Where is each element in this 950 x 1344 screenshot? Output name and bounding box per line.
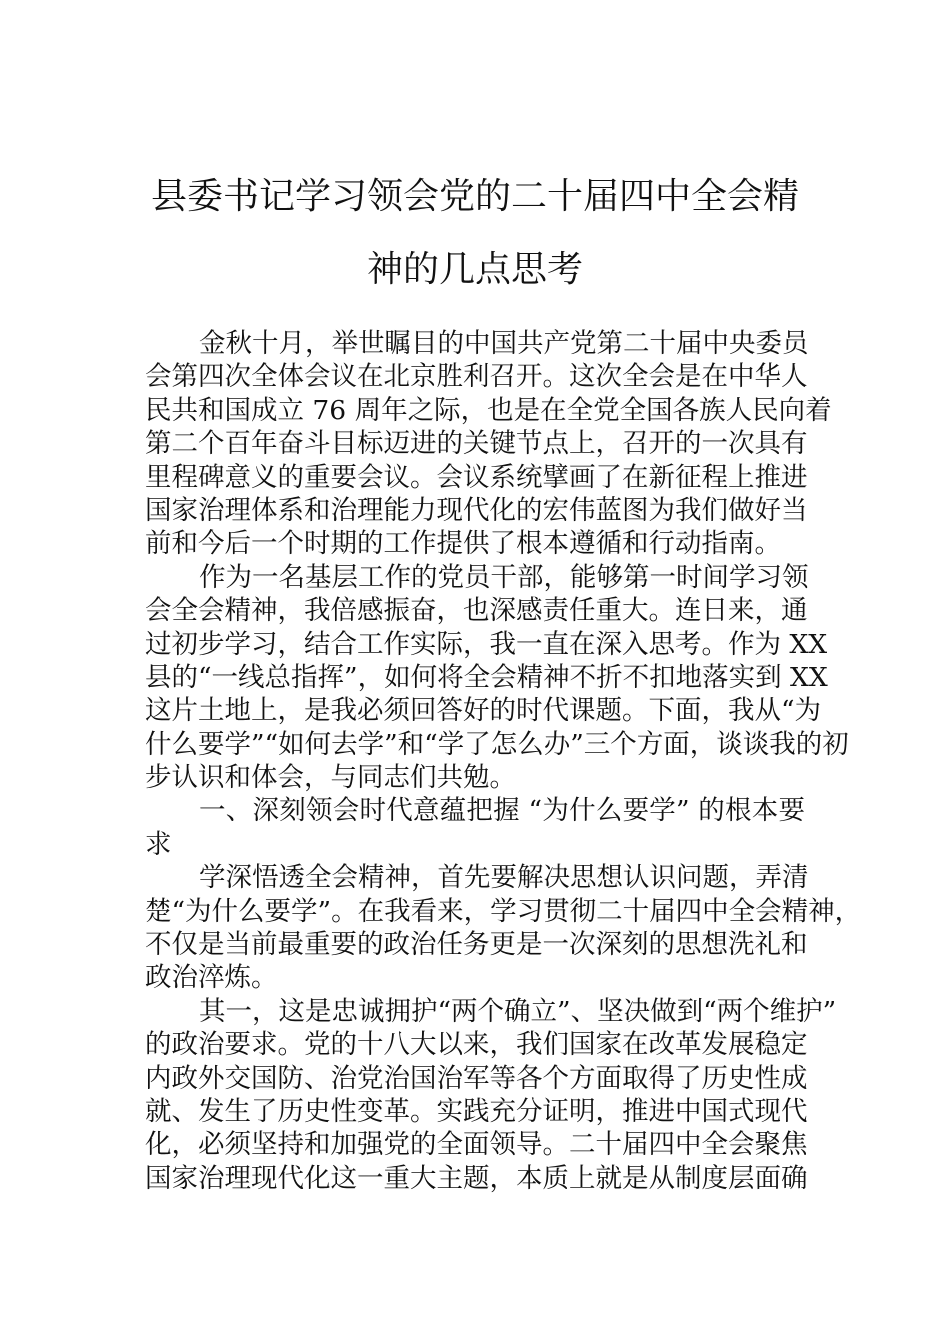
text-line: 县的“一线总指挥”，如何将全会精神不折不扣地落实到 XX [145,661,828,693]
text-line: 金秋十月，举世瞩目的中国共产党第二十届中央委员 [199,328,809,359]
document-title [145,160,805,306]
text-line: 的政治要求。党的十八大以来，我们国家在改革发展稳定 [145,1029,808,1061]
text-line: 会全会精神，我倍感振奋，也深感责任重大。连日来，通 [145,595,808,627]
text-line: 里程碑意义的重要会议。会议系统擘画了在新征程上推进 [145,461,808,493]
text-line: 化，必须坚持和加强党的全面领导。二十届四中全会聚焦 [145,1129,808,1161]
title-line: 神的几点思考 [366,249,583,290]
text-line: 国家治理体系和治理能力现代化的宏伟蓝图为我们做好当 [145,494,808,526]
text-line: 不仅是当前最重要的政治任务更是一次深刻的思想洗礼和 [145,929,808,961]
heading-line: 求 [145,828,172,860]
text-line: 政治淬炼。 [145,962,278,994]
text-line: 什么要学”“如何去学”和“学了怎么办”三个方面，谈谈我的初 [145,728,849,760]
text-line: 会第四次全体会议在北京胜利召开。这次全会是在中华人 [145,361,808,393]
heading-line: 一、深刻领会时代意蕴把握 “为什么要学” 的根本要 [199,795,805,827]
text-line: 楚“为什么要学”。在我看来，学习贯彻二十届四中全会精神， [145,895,862,927]
text-line: 民共和国成立 76 周年之际，也是在全党全国各族人民向着 [145,394,832,426]
paragraph-2 [145,561,849,795]
text-line: 这片土地上，是我必须回答好的时代课题。下面，我从“为 [145,695,822,727]
text-line: 国家治理现代化这一重大主题，本质上就是从制度层面确 [145,1162,808,1194]
paragraph-3 [145,861,862,995]
section-heading-1 [145,794,805,861]
text-line: 内政外交国防、治党治国治军等各个方面取得了历史性成 [145,1062,808,1094]
text-line: 前和今后一个时期的工作提供了根本遵循和行动指南。 [145,528,781,560]
paragraph-intro [145,327,832,561]
document-body [145,327,862,1195]
text-line: 步认识和体会，与同志们共勉。 [145,762,516,794]
paragraph-4 [145,995,837,1195]
text-line: 第二个百年奋斗目标迈进的关键节点上，召开的一次具有 [145,428,808,460]
text-line: 就、发生了历史性变革。实践充分证明，推进中国式现代 [145,1095,808,1127]
text-line: 学深悟透全会精神，首先要解决思想认识问题，弄清 [199,862,809,894]
text-line: 作为一名基层工作的党员干部，能够第一时间学习领 [199,561,809,593]
title-line: 县委书记学习领会党的二十届四中全会精 [150,176,799,217]
text-line: 其一，这是忠诚拥护“两个确立”、坚决做到“两个维护” [199,995,837,1027]
text-line: 过初步学习，结合工作实际，我一直在深入思考。作为 XX [145,628,828,660]
